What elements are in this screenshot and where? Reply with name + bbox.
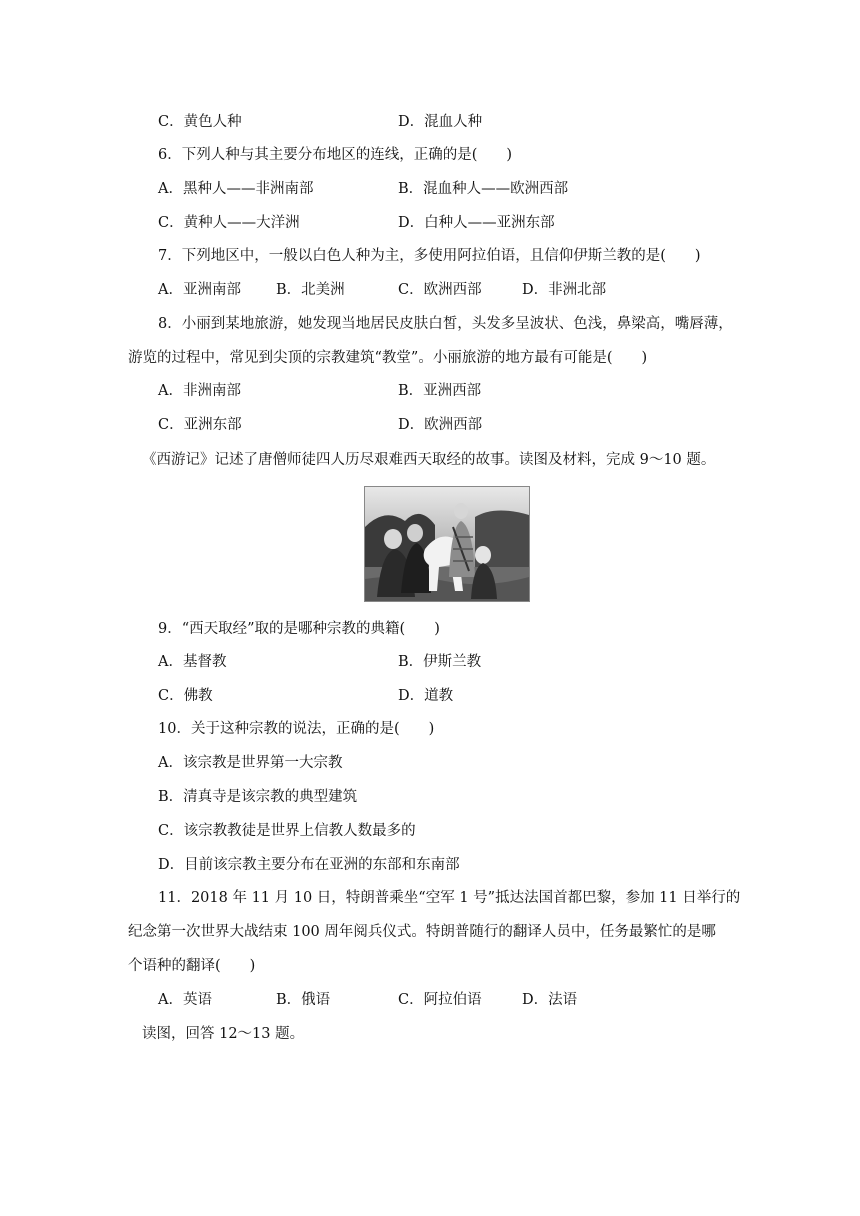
q9-option-b: B．伊斯兰教 — [398, 654, 482, 670]
q7-stem: 7．下列地区中，一般以白色人种为主，多使用阿拉伯语，且信仰伊斯兰教的是( ) — [158, 248, 701, 264]
q8-stem-line2: 游览的过程中，常见到尖顶的宗教建筑“教堂”。小丽旅游的地方最有可能是( ) — [128, 350, 648, 366]
material-12-13: 读图，回答 12～13 题。 — [142, 1026, 305, 1042]
q8-option-c: C．亚洲东部 — [158, 417, 242, 433]
q10-option-c: C．该宗教教徒是世界上信教人数最多的 — [158, 823, 416, 839]
q6-stem: 6．下列人种与其主要分布地区的连线，正确的是( ) — [158, 147, 513, 163]
q9-option-a: A．基督教 — [158, 654, 227, 670]
q8-option-b: B．亚洲西部 — [398, 383, 482, 399]
q9-stem: 9．“西天取经”取的是哪种宗教的典籍( ) — [158, 621, 440, 637]
q5-option-c: C．黄色人种 — [158, 114, 242, 130]
q11-option-d: D．法语 — [522, 992, 578, 1008]
q8-stem-line1: 8．小丽到某地旅游，她发现当地居民皮肤白皙，头发多呈波状、色浅，鼻梁高，嘴唇薄， — [158, 316, 733, 332]
q5-option-d: D．混血人种 — [398, 114, 483, 130]
q8-option-d: D．欧洲西部 — [398, 417, 483, 433]
q11-stem-line2: 纪念第一次世界大战结束 100 周年阅兵仪式。特朗普随行的翻译人员中，任务最繁忙的是哪 — [128, 924, 716, 940]
q11-option-a: A．英语 — [158, 992, 212, 1008]
q8-option-a: A．非洲南部 — [158, 383, 241, 399]
q7-option-d: D．非洲北部 — [522, 282, 607, 298]
q10-option-d: D．目前该宗教主要分布在亚洲的东部和东南部 — [158, 857, 460, 873]
journey-to-the-west-photo — [364, 486, 530, 602]
q11-stem-line3: 个语种的翻译( ) — [128, 958, 256, 974]
q10-option-a: A．该宗教是世界第一大宗教 — [158, 755, 343, 771]
q7-option-b: B．北美洲 — [276, 282, 345, 298]
q11-option-c: C．阿拉伯语 — [398, 992, 482, 1008]
q11-stem-line1: 11．2018 年 11 月 10 日，特朗普乘坐“空军 1 号”抵达法国首都巴黎，参加 11 日举行的 — [158, 890, 741, 906]
q11-option-b: B．俄语 — [276, 992, 331, 1008]
q7-option-c: C．欧洲西部 — [398, 282, 482, 298]
q6-option-c: C．黄种人——大洋洲 — [158, 215, 300, 231]
q10-option-b: B．清真寺是该宗教的典型建筑 — [158, 789, 358, 805]
material-9-10: 《西游记》记述了唐僧师徒四人历尽艰难西天取经的故事。读图及材料，完成 9～10 题。 — [142, 452, 716, 468]
q9-option-c: C．佛教 — [158, 688, 213, 704]
q9-option-d: D．道教 — [398, 688, 454, 704]
q6-option-d: D．白种人——亚洲东部 — [398, 215, 555, 231]
q6-option-a: A．黑种人——非洲南部 — [158, 181, 314, 197]
q10-stem: 10．关于这种宗教的说法，正确的是( ) — [158, 721, 435, 737]
q7-option-a: A．亚洲南部 — [158, 282, 241, 298]
q6-option-b: B．混血种人——欧洲西部 — [398, 181, 569, 197]
